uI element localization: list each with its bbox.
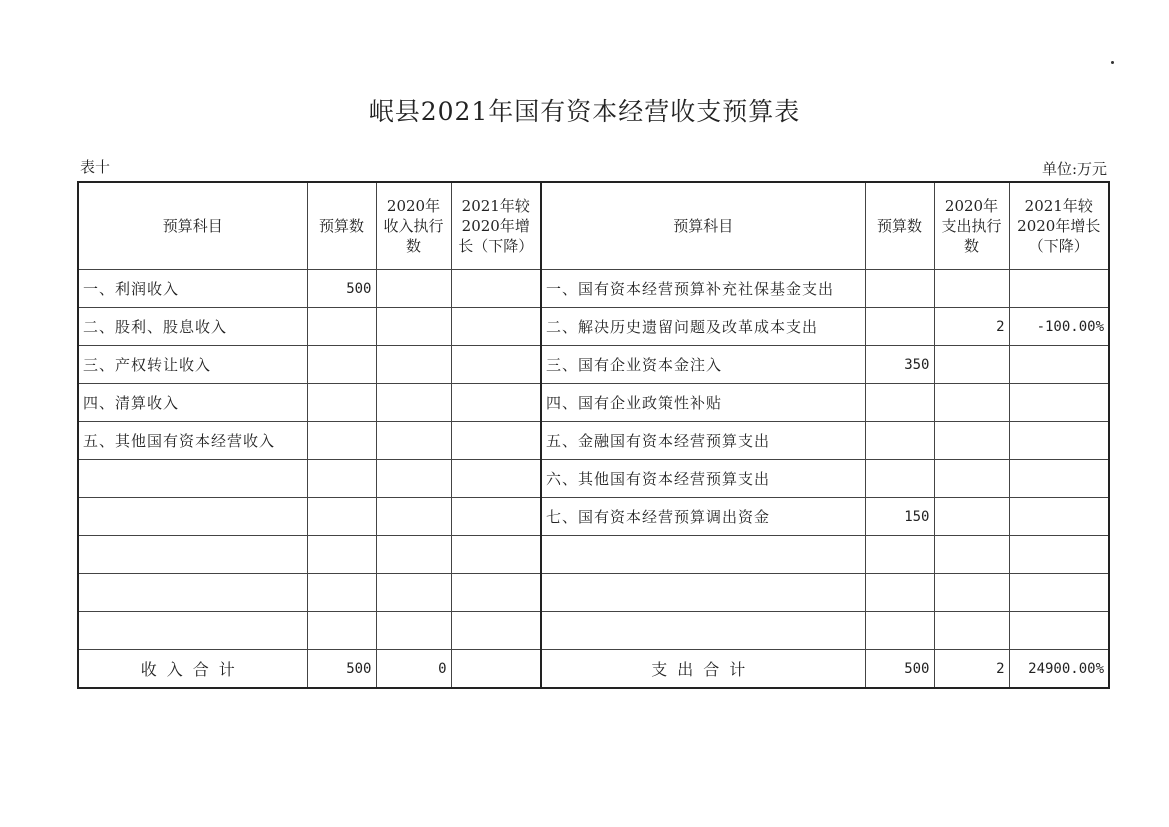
right-budget-cell	[865, 574, 934, 612]
right-exec-cell: 2	[934, 308, 1009, 346]
right-item-cell: 一、国有资本经营预算补充社保基金支出	[541, 270, 865, 308]
left-item-cell: 五、其他国有资本经营收入	[78, 422, 307, 460]
table-row	[78, 270, 1109, 308]
table-row	[78, 498, 1109, 536]
scan-dot	[1111, 61, 1114, 64]
right-exec-cell	[934, 460, 1009, 498]
header-right-exec: 2020年支出执行数	[934, 182, 1009, 270]
left-item-cell: 四、清算收入	[78, 384, 307, 422]
left-exec-cell	[376, 384, 451, 422]
right-item-cell: 六、其他国有资本经营预算支出	[541, 460, 865, 498]
table-row	[78, 384, 1109, 422]
right-growth-cell: -100.00%	[1009, 308, 1109, 346]
total-income-growth	[451, 650, 541, 689]
header-right-item: 预算科目	[541, 182, 865, 270]
right-budget-cell	[865, 612, 934, 650]
right-growth-cell	[1009, 612, 1109, 650]
left-exec-cell	[376, 574, 451, 612]
page-title: 岷县2021年国有资本经营收支预算表	[368, 97, 801, 126]
left-item-cell	[78, 574, 307, 612]
right-exec-cell	[934, 574, 1009, 612]
left-exec-cell	[376, 460, 451, 498]
left-item-cell	[78, 536, 307, 574]
right-growth-cell	[1009, 384, 1109, 422]
header-row	[78, 182, 1109, 270]
left-budget-cell	[307, 574, 376, 612]
right-growth-cell	[1009, 346, 1109, 384]
table-row	[78, 422, 1109, 460]
right-exec-cell	[934, 536, 1009, 574]
right-growth-cell	[1009, 422, 1109, 460]
left-growth-cell	[451, 612, 541, 650]
right-exec-cell	[934, 270, 1009, 308]
right-item-cell	[541, 612, 865, 650]
left-budget-cell	[307, 536, 376, 574]
right-item-cell: 三、国有企业资本金注入	[541, 346, 865, 384]
header-left-exec: 2020年收入执行数	[376, 182, 451, 270]
left-budget-cell	[307, 422, 376, 460]
right-budget-cell	[865, 422, 934, 460]
right-item-cell: 七、国有资本经营预算调出资金	[541, 498, 865, 536]
left-budget-cell	[307, 384, 376, 422]
left-item-cell: 一、利润收入	[78, 270, 307, 308]
right-growth-cell	[1009, 270, 1109, 308]
budget-table	[77, 181, 1110, 689]
left-item-cell	[78, 498, 307, 536]
header-left-item: 预算科目	[78, 182, 307, 270]
left-budget-cell	[307, 498, 376, 536]
right-exec-cell	[934, 422, 1009, 460]
left-item-cell	[78, 612, 307, 650]
total-expense-exec: 2	[934, 650, 1009, 689]
left-item-cell: 二、股利、股息收入	[78, 308, 307, 346]
header-left-budget: 预算数	[307, 182, 376, 270]
left-growth-cell	[451, 384, 541, 422]
header-left-growth: 2021年较2020年增长（下降）	[451, 182, 541, 270]
total-expense-label: 支出合计	[541, 650, 865, 689]
total-income-label: 收入合计	[78, 650, 307, 689]
right-budget-cell	[865, 270, 934, 308]
left-budget-cell	[307, 460, 376, 498]
left-exec-cell	[376, 346, 451, 384]
left-item-cell: 三、产权转让收入	[78, 346, 307, 384]
right-budget-cell: 150	[865, 498, 934, 536]
right-exec-cell	[934, 612, 1009, 650]
left-budget-cell	[307, 612, 376, 650]
left-budget-cell	[307, 346, 376, 384]
table-row	[78, 308, 1109, 346]
left-growth-cell	[451, 308, 541, 346]
table-row	[78, 460, 1109, 498]
left-exec-cell	[376, 422, 451, 460]
left-growth-cell	[451, 498, 541, 536]
total-row	[78, 650, 1109, 689]
left-growth-cell	[451, 574, 541, 612]
header-right-budget: 预算数	[865, 182, 934, 270]
right-growth-cell	[1009, 536, 1109, 574]
right-exec-cell	[934, 498, 1009, 536]
total-income-exec: 0	[376, 650, 451, 689]
left-growth-cell	[451, 270, 541, 308]
unit-label: 单位:万元	[1041, 160, 1107, 178]
left-exec-cell	[376, 308, 451, 346]
header-right-growth: 2021年较2020年增长（下降）	[1009, 182, 1109, 270]
right-budget-cell	[865, 384, 934, 422]
table-row	[78, 574, 1109, 612]
left-exec-cell	[376, 536, 451, 574]
right-growth-cell	[1009, 498, 1109, 536]
right-growth-cell	[1009, 574, 1109, 612]
right-budget-cell: 350	[865, 346, 934, 384]
right-item-cell: 五、金融国有资本经营预算支出	[541, 422, 865, 460]
right-exec-cell	[934, 346, 1009, 384]
total-expense-budget: 500	[865, 650, 934, 689]
right-item-cell	[541, 574, 865, 612]
left-item-cell	[78, 460, 307, 498]
left-growth-cell	[451, 422, 541, 460]
left-growth-cell	[451, 346, 541, 384]
right-budget-cell	[865, 536, 934, 574]
right-item-cell: 四、国有企业政策性补贴	[541, 384, 865, 422]
total-income-budget: 500	[307, 650, 376, 689]
total-expense-growth: 24900.00%	[1009, 650, 1109, 689]
left-exec-cell	[376, 498, 451, 536]
left-exec-cell	[376, 270, 451, 308]
left-growth-cell	[451, 460, 541, 498]
sheet-number: 表十	[80, 158, 111, 176]
right-item-cell	[541, 536, 865, 574]
table-row	[78, 612, 1109, 650]
right-growth-cell	[1009, 460, 1109, 498]
table-row	[78, 346, 1109, 384]
table-row	[78, 536, 1109, 574]
right-budget-cell	[865, 308, 934, 346]
left-exec-cell	[376, 612, 451, 650]
left-budget-cell: 500	[307, 270, 376, 308]
left-budget-cell	[307, 308, 376, 346]
left-growth-cell	[451, 536, 541, 574]
right-item-cell: 二、解决历史遗留问题及改革成本支出	[541, 308, 865, 346]
right-exec-cell	[934, 384, 1009, 422]
right-budget-cell	[865, 460, 934, 498]
